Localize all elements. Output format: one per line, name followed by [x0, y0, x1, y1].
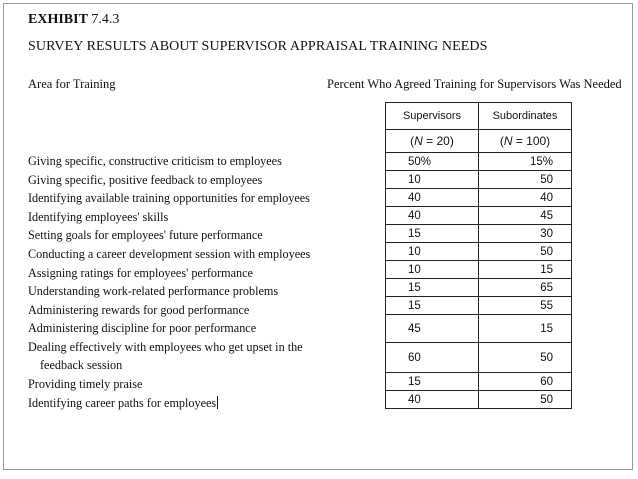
table-row [386, 153, 572, 171]
supervisors-cell: 40 [386, 189, 479, 207]
supervisors-cell: 15 [386, 373, 479, 391]
training-area: Administering rewards for good performance [28, 303, 250, 317]
slide-frame [3, 3, 633, 470]
table-row [386, 297, 572, 315]
training-area-continued: feedback session [40, 358, 123, 372]
subordinates-cell: 15% [479, 153, 572, 171]
sample-size-row [386, 130, 572, 153]
sample-size-subordinates [479, 130, 572, 153]
page-title: SURVEY RESULTS ABOUT SUPERVISOR APPRAISAL TRAINING NEEDS [28, 39, 488, 54]
sample-size-value: = 20) [422, 134, 454, 148]
training-area: Giving specific, positive feedback to employees [28, 173, 263, 187]
supervisors-cell: 10 [386, 261, 479, 279]
subordinates-cell: 65 [479, 279, 572, 297]
table-row [386, 261, 572, 279]
table-row [386, 243, 572, 261]
exhibit-label [28, 12, 119, 28]
supervisors-cell: 15 [386, 279, 479, 297]
sample-size-value: = 100) [512, 134, 551, 148]
survey-table [385, 102, 572, 409]
supervisors-cell: 40 [386, 207, 479, 225]
subordinates-cell: 55 [479, 297, 572, 315]
column-header-subordinates: Subordinates [479, 103, 572, 130]
sample-size-var: N [503, 134, 513, 148]
subordinates-cell: 40 [479, 189, 572, 207]
supervisors-cell: 10 [386, 243, 479, 261]
table-row [386, 207, 572, 225]
percent-heading: Percent Who Agreed Training for Supervisors Was Needed [327, 77, 622, 91]
table-row [386, 225, 572, 243]
training-area: Identifying available training opportunities for employees [28, 191, 310, 205]
training-area: Identifying employees' skills [28, 210, 169, 224]
training-area: Giving specific, constructive criticism to employees [28, 154, 282, 168]
supervisors-cell: 45 [386, 315, 479, 343]
training-area: Assigning ratings for employees' performance [28, 266, 253, 280]
training-area: Conducting a career development session with employees [28, 247, 311, 261]
supervisors-cell: 40 [386, 391, 479, 409]
table-row [386, 189, 572, 207]
training-area-text: Identifying career paths for employees [28, 396, 217, 410]
table-row [386, 391, 572, 409]
table-header-row [386, 103, 572, 130]
area-heading: Area for Training [28, 77, 116, 91]
subordinates-cell: 15 [479, 261, 572, 279]
sample-size-open: ( [499, 134, 504, 148]
exhibit-number: 7.4.3 [91, 12, 120, 27]
text-cursor [217, 396, 218, 409]
subordinates-cell: 50 [479, 391, 572, 409]
training-area: Understanding work-related performance problems [28, 284, 279, 298]
training-area: Providing timely praise [28, 377, 143, 391]
training-area: Dealing effectively with employees who get upset in the [28, 340, 303, 354]
supervisors-cell: 15 [386, 297, 479, 315]
exhibit-word: EXHIBIT [28, 12, 88, 27]
table-row [386, 373, 572, 391]
supervisors-cell: 60 [386, 343, 479, 373]
subordinates-cell: 45 [479, 207, 572, 225]
table-row [386, 315, 572, 343]
sample-size-var: N [414, 134, 423, 148]
subordinates-cell: 50 [479, 171, 572, 189]
subordinates-cell: 50 [479, 343, 572, 373]
supervisors-cell: 10 [386, 171, 479, 189]
sample-size-supervisors [386, 130, 479, 153]
subordinates-cell: 15 [479, 315, 572, 343]
supervisors-cell: 15 [386, 225, 479, 243]
supervisors-cell: 50% [386, 153, 479, 171]
subordinates-cell: 50 [479, 243, 572, 261]
training-area: Administering discipline for poor performance [28, 321, 257, 335]
table-row [386, 343, 572, 373]
subordinates-cell: 60 [479, 373, 572, 391]
table-row [386, 279, 572, 297]
subordinates-cell: 30 [479, 225, 572, 243]
column-header-supervisors: Supervisors [386, 103, 479, 130]
training-area: Setting goals for employees' future performance [28, 228, 263, 242]
training-area [28, 396, 218, 410]
sample-size-open: ( [410, 134, 415, 148]
table-row [386, 171, 572, 189]
